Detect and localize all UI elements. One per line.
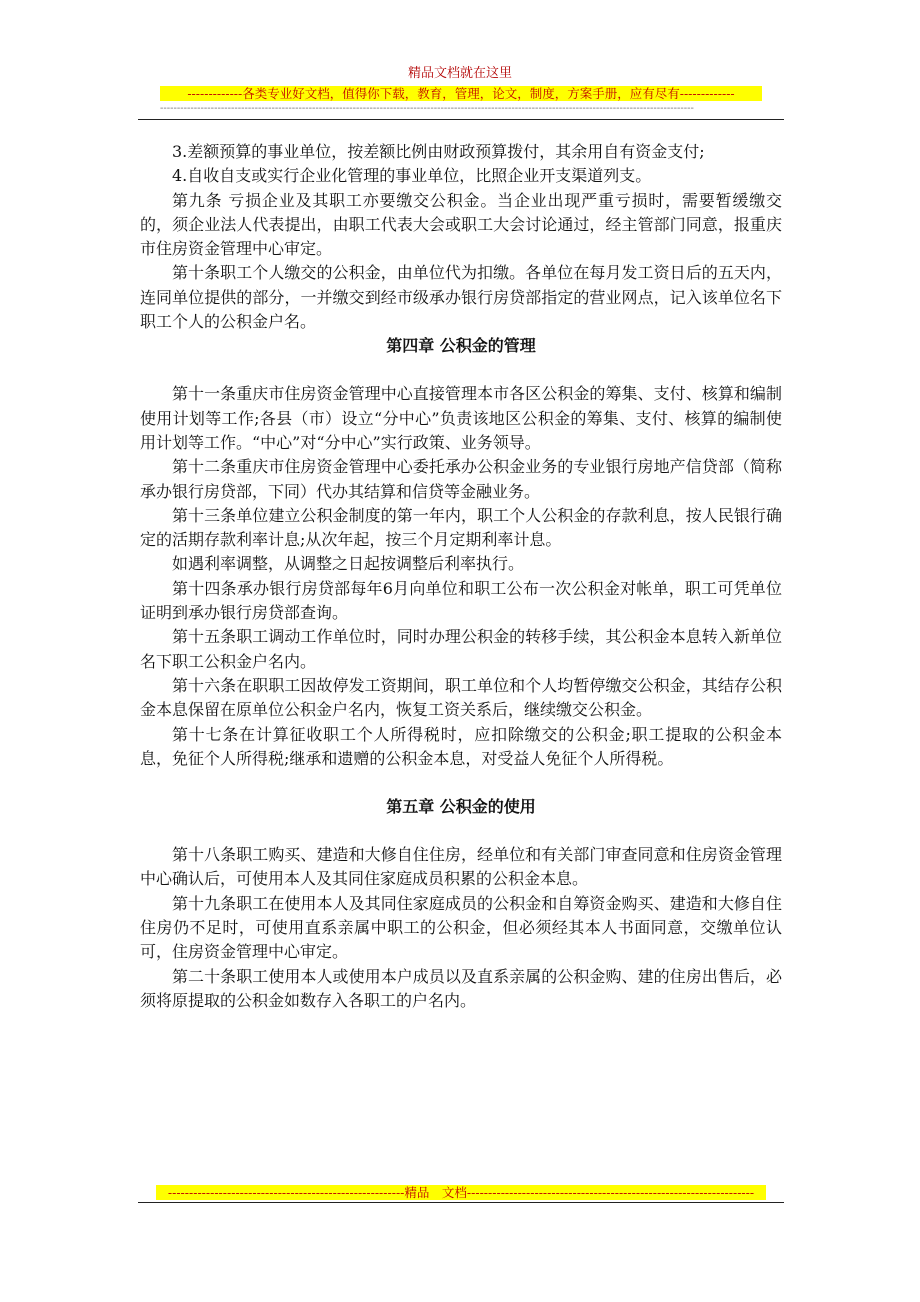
footer-banner: --------------------------------------------------------精品 文档-------------------------------------------------------------------- <box>156 1185 766 1200</box>
spacer <box>140 819 782 843</box>
paragraph: 第十五条职工调动工作单位时，同时办理公积金的转移手续，其公积金本息转入新单位名下职工公积金户名内。 <box>140 627 782 671</box>
spacer <box>140 771 782 795</box>
paragraph: 3.差额预算的事业单位，按差额比例由财政预算拨付，其余用自有资金支付; <box>172 142 705 161</box>
paragraph: 第十六条在职职工因故停发工资期间，职工单位和个人均暂停缴交公积金，其结存公积金本息保留在原单位公积金户名内，恢复工资关系后，继续缴交公积金。 <box>140 675 782 720</box>
paragraph: 第十七条在计算征收职工个人所得税时，应扣除缴交的公积金;职工提取的公积金本息，免征个人所得税;继承和遗赠的公积金本息，对受益人免征个人所得税。 <box>140 724 782 768</box>
document-body <box>140 140 782 1013</box>
paragraph: 第十八条职工购买、建造和大修自住住房，经单位和有关部门审查同意和住房资金管理中心确认后，可使用本人及其同住家庭成员积累的公积金本息。 <box>140 845 782 889</box>
spacer <box>140 358 782 382</box>
paragraph: 第十二条重庆市住房资金管理中心委托承办公积金业务的专业银行房地产信贷部（简称承办银行房贷部，下同）代办其结算和信贷等金融业务。 <box>140 457 782 501</box>
header-title: 精品文档就在这里 <box>407 66 512 81</box>
footer-divider <box>138 1202 784 1203</box>
paragraph: 第十三条单位建立公积金制度的第一年内，职工个人公积金的存款利息，按人民银行确定的活期存款利率计息;从次年起，按三个月定期利率计息。 <box>140 505 782 550</box>
header-dashes: -------------------------------------------------------------------------------------------------------------------------------------------------------------- <box>160 103 694 114</box>
header-divider <box>138 119 784 120</box>
chapter-heading: 第四章 公积金的管理 <box>386 336 536 356</box>
paragraph: 第十四条承办银行房贷部每年6月向单位和职工公布一次公积金对帐单，职工可凭单位证明到承办银行房贷部查询。 <box>140 578 782 623</box>
paragraph: 第十一条重庆市住房资金管理中心直接管理本市各区公积金的筹集、支付、核算和编制使用计划等工作;各县（市）设立“分中心”负责该地区公积金的筹集、支付、核算的编制使用计划等工作。“中心”对“分中心”实行政策、业务领导。 <box>140 384 782 452</box>
chapter-heading: 第五章 公积金的使用 <box>386 797 536 817</box>
paragraph: 第九条 亏损企业及其职工亦要缴交公积金。当企业出现严重亏损时，需要暂缓缴交的，须企业法人代表提出，由职工代表大会或职工大会讨论通过，经主管部门同意，报重庆市住房资金管理中心审定。 <box>140 190 782 259</box>
paragraph: 第十九条职工在使用本人及其同住家庭成员的公积金和自筹资金购买、建造和大修自住住房仍不足时，可使用直系亲属中职工的公积金，但必须经其本人书面同意，交缴单位认可，住房资金管理中心审定。 <box>140 893 782 962</box>
paragraph: 第十条职工个人缴交的公积金，由单位代为扣缴。各单位在每月发工资日后的五天内，连同单位提供的部分，一并缴交到经市级承办银行房贷部指定的营业网点，记入该单位名下职工个人的公积金户名。 <box>140 263 782 332</box>
paragraph: 4.自收自支或实行企业化管理的事业单位，比照企业开支渠道列支。 <box>172 166 652 186</box>
paragraph: 第二十条职工使用本人或使用本户成员以及直系亲属的公积金购、建的住房出售后，必须将原提取的公积金如数存入各职工的户名内。 <box>140 966 782 1010</box>
paragraph: 如遇利率调整，从调整之日起按调整后利率执行。 <box>172 554 525 574</box>
header-banner: -------------各类专业好文档，值得你下载，教育，管理，论文，制度，方案手册，应有尽有------------- <box>160 86 762 101</box>
